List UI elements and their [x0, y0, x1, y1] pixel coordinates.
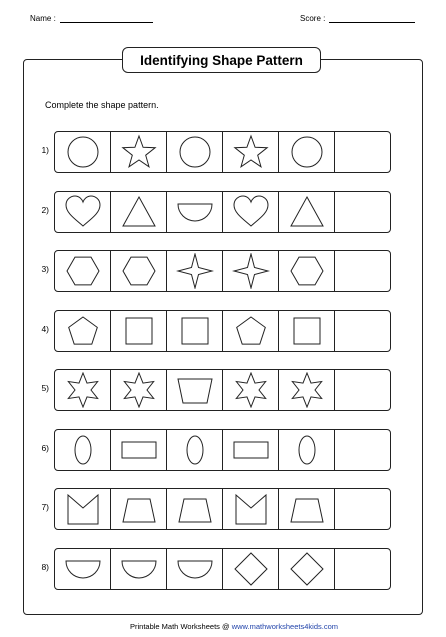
- rectangle-icon: [231, 432, 271, 468]
- pattern-strip: [54, 131, 391, 173]
- question-number: 6): [41, 442, 49, 453]
- shape-cell: [111, 370, 167, 410]
- ellipse-icon: [175, 432, 215, 468]
- shape-cell: [167, 132, 223, 172]
- semicircle-icon: [119, 551, 159, 587]
- shape-cell: [279, 489, 335, 529]
- instructions: Complete the shape pattern.: [45, 100, 159, 110]
- six-point-star-icon: [63, 372, 103, 408]
- pattern-strip: [54, 250, 391, 292]
- answer-cell[interactable]: [335, 251, 390, 291]
- answer-cell[interactable]: [335, 549, 390, 589]
- shape-cell: [279, 132, 335, 172]
- pentagon-icon: [63, 313, 103, 349]
- semicircle-icon: [175, 551, 215, 587]
- shape-cell: [223, 370, 279, 410]
- semicircle-icon: [175, 194, 215, 230]
- shape-cell: [223, 251, 279, 291]
- footer: [130, 622, 338, 631]
- question-number: 4): [41, 323, 49, 334]
- shape-cell: [111, 311, 167, 351]
- score-label: Score :: [300, 14, 326, 23]
- diamond-icon: [287, 551, 327, 587]
- worksheet-title: [122, 47, 321, 73]
- triangle-icon: [287, 194, 327, 230]
- six-point-star-icon: [287, 372, 327, 408]
- answer-cell[interactable]: [335, 192, 390, 232]
- heart-icon: [63, 194, 103, 230]
- answer-cell[interactable]: [335, 430, 390, 470]
- shape-cell: [55, 370, 111, 410]
- shape-cell: [111, 132, 167, 172]
- shape-cell: [223, 549, 279, 589]
- six-point-star-icon: [119, 372, 159, 408]
- heart-icon: [231, 194, 271, 230]
- shape-cell: [55, 489, 111, 529]
- shape-cell: [279, 311, 335, 351]
- question-number: 2): [41, 204, 49, 215]
- circle-icon: [287, 134, 327, 170]
- question-number: 5): [41, 383, 49, 393]
- shape-cell: [167, 549, 223, 589]
- name-line[interactable]: [60, 14, 153, 23]
- square-icon: [175, 313, 215, 349]
- name-field: [30, 14, 153, 23]
- answer-cell[interactable]: [335, 132, 390, 172]
- pattern-strip: [54, 429, 391, 471]
- shape-cell: [55, 430, 111, 470]
- shape-cell: [167, 430, 223, 470]
- shape-cell: [223, 132, 279, 172]
- shape-cell: [223, 311, 279, 351]
- worksheet-title-text: Identifying Shape Pattern: [140, 52, 303, 68]
- pattern-strip: [54, 310, 391, 352]
- ellipse-icon: [63, 432, 103, 468]
- circle-icon: [175, 134, 215, 170]
- shape-cell: [111, 489, 167, 529]
- shape-cell: [111, 192, 167, 232]
- shape-cell: [111, 251, 167, 291]
- pattern-strip: [54, 488, 391, 530]
- shape-cell: [279, 370, 335, 410]
- pattern-strip: [54, 369, 391, 411]
- circle-icon: [63, 134, 103, 170]
- trapezoid-icon: [175, 491, 215, 527]
- footer-prefix: Printable Math Worksheets @: [130, 622, 230, 631]
- shape-cell: [223, 192, 279, 232]
- shape-cell: [279, 192, 335, 232]
- pattern-strip: [54, 191, 391, 233]
- four-point-star-icon: [231, 253, 271, 289]
- shape-cell: [223, 430, 279, 470]
- question-number: 3): [41, 264, 49, 274]
- shape-cell: [167, 489, 223, 529]
- footer-url[interactable]: www.mathworksheets4kids.com: [231, 622, 338, 631]
- shape-cell: [279, 430, 335, 470]
- trapezoid-inverted-icon: [175, 372, 215, 408]
- m-shape-icon: [231, 491, 271, 527]
- hexagon-icon: [287, 253, 327, 289]
- score-line[interactable]: [329, 14, 415, 23]
- trapezoid-icon: [119, 491, 159, 527]
- answer-cell[interactable]: [335, 370, 390, 410]
- diamond-icon: [231, 551, 271, 587]
- shape-cell: [223, 489, 279, 529]
- score-field: [300, 14, 415, 23]
- shape-cell: [55, 192, 111, 232]
- name-label: Name :: [30, 14, 56, 23]
- semicircle-icon: [63, 551, 103, 587]
- ellipse-icon: [287, 432, 327, 468]
- shape-cell: [55, 251, 111, 291]
- answer-cell[interactable]: [335, 311, 390, 351]
- shape-cell: [55, 132, 111, 172]
- rectangle-icon: [119, 432, 159, 468]
- pattern-strip: [54, 548, 391, 590]
- question-number: 7): [41, 502, 49, 512]
- question-number: 1): [41, 145, 49, 155]
- question-number: 8): [41, 561, 49, 572]
- shape-cell: [279, 251, 335, 291]
- square-icon: [119, 313, 159, 349]
- shape-cell: [167, 251, 223, 291]
- triangle-icon: [119, 194, 159, 230]
- square-icon: [287, 313, 327, 349]
- star-icon: [231, 134, 271, 170]
- answer-cell[interactable]: [335, 489, 390, 529]
- shape-cell: [167, 192, 223, 232]
- shape-cell: [167, 311, 223, 351]
- m-shape-icon: [63, 491, 103, 527]
- shape-cell: [111, 430, 167, 470]
- four-point-star-icon: [175, 253, 215, 289]
- hexagon-icon: [63, 253, 103, 289]
- shape-cell: [111, 549, 167, 589]
- shape-cell: [55, 311, 111, 351]
- six-point-star-icon: [231, 372, 271, 408]
- star-icon: [119, 134, 159, 170]
- trapezoid-icon: [287, 491, 327, 527]
- shape-cell: [279, 549, 335, 589]
- shape-cell: [167, 370, 223, 410]
- hexagon-icon: [119, 253, 159, 289]
- shape-cell: [55, 549, 111, 589]
- pentagon-icon: [231, 313, 271, 349]
